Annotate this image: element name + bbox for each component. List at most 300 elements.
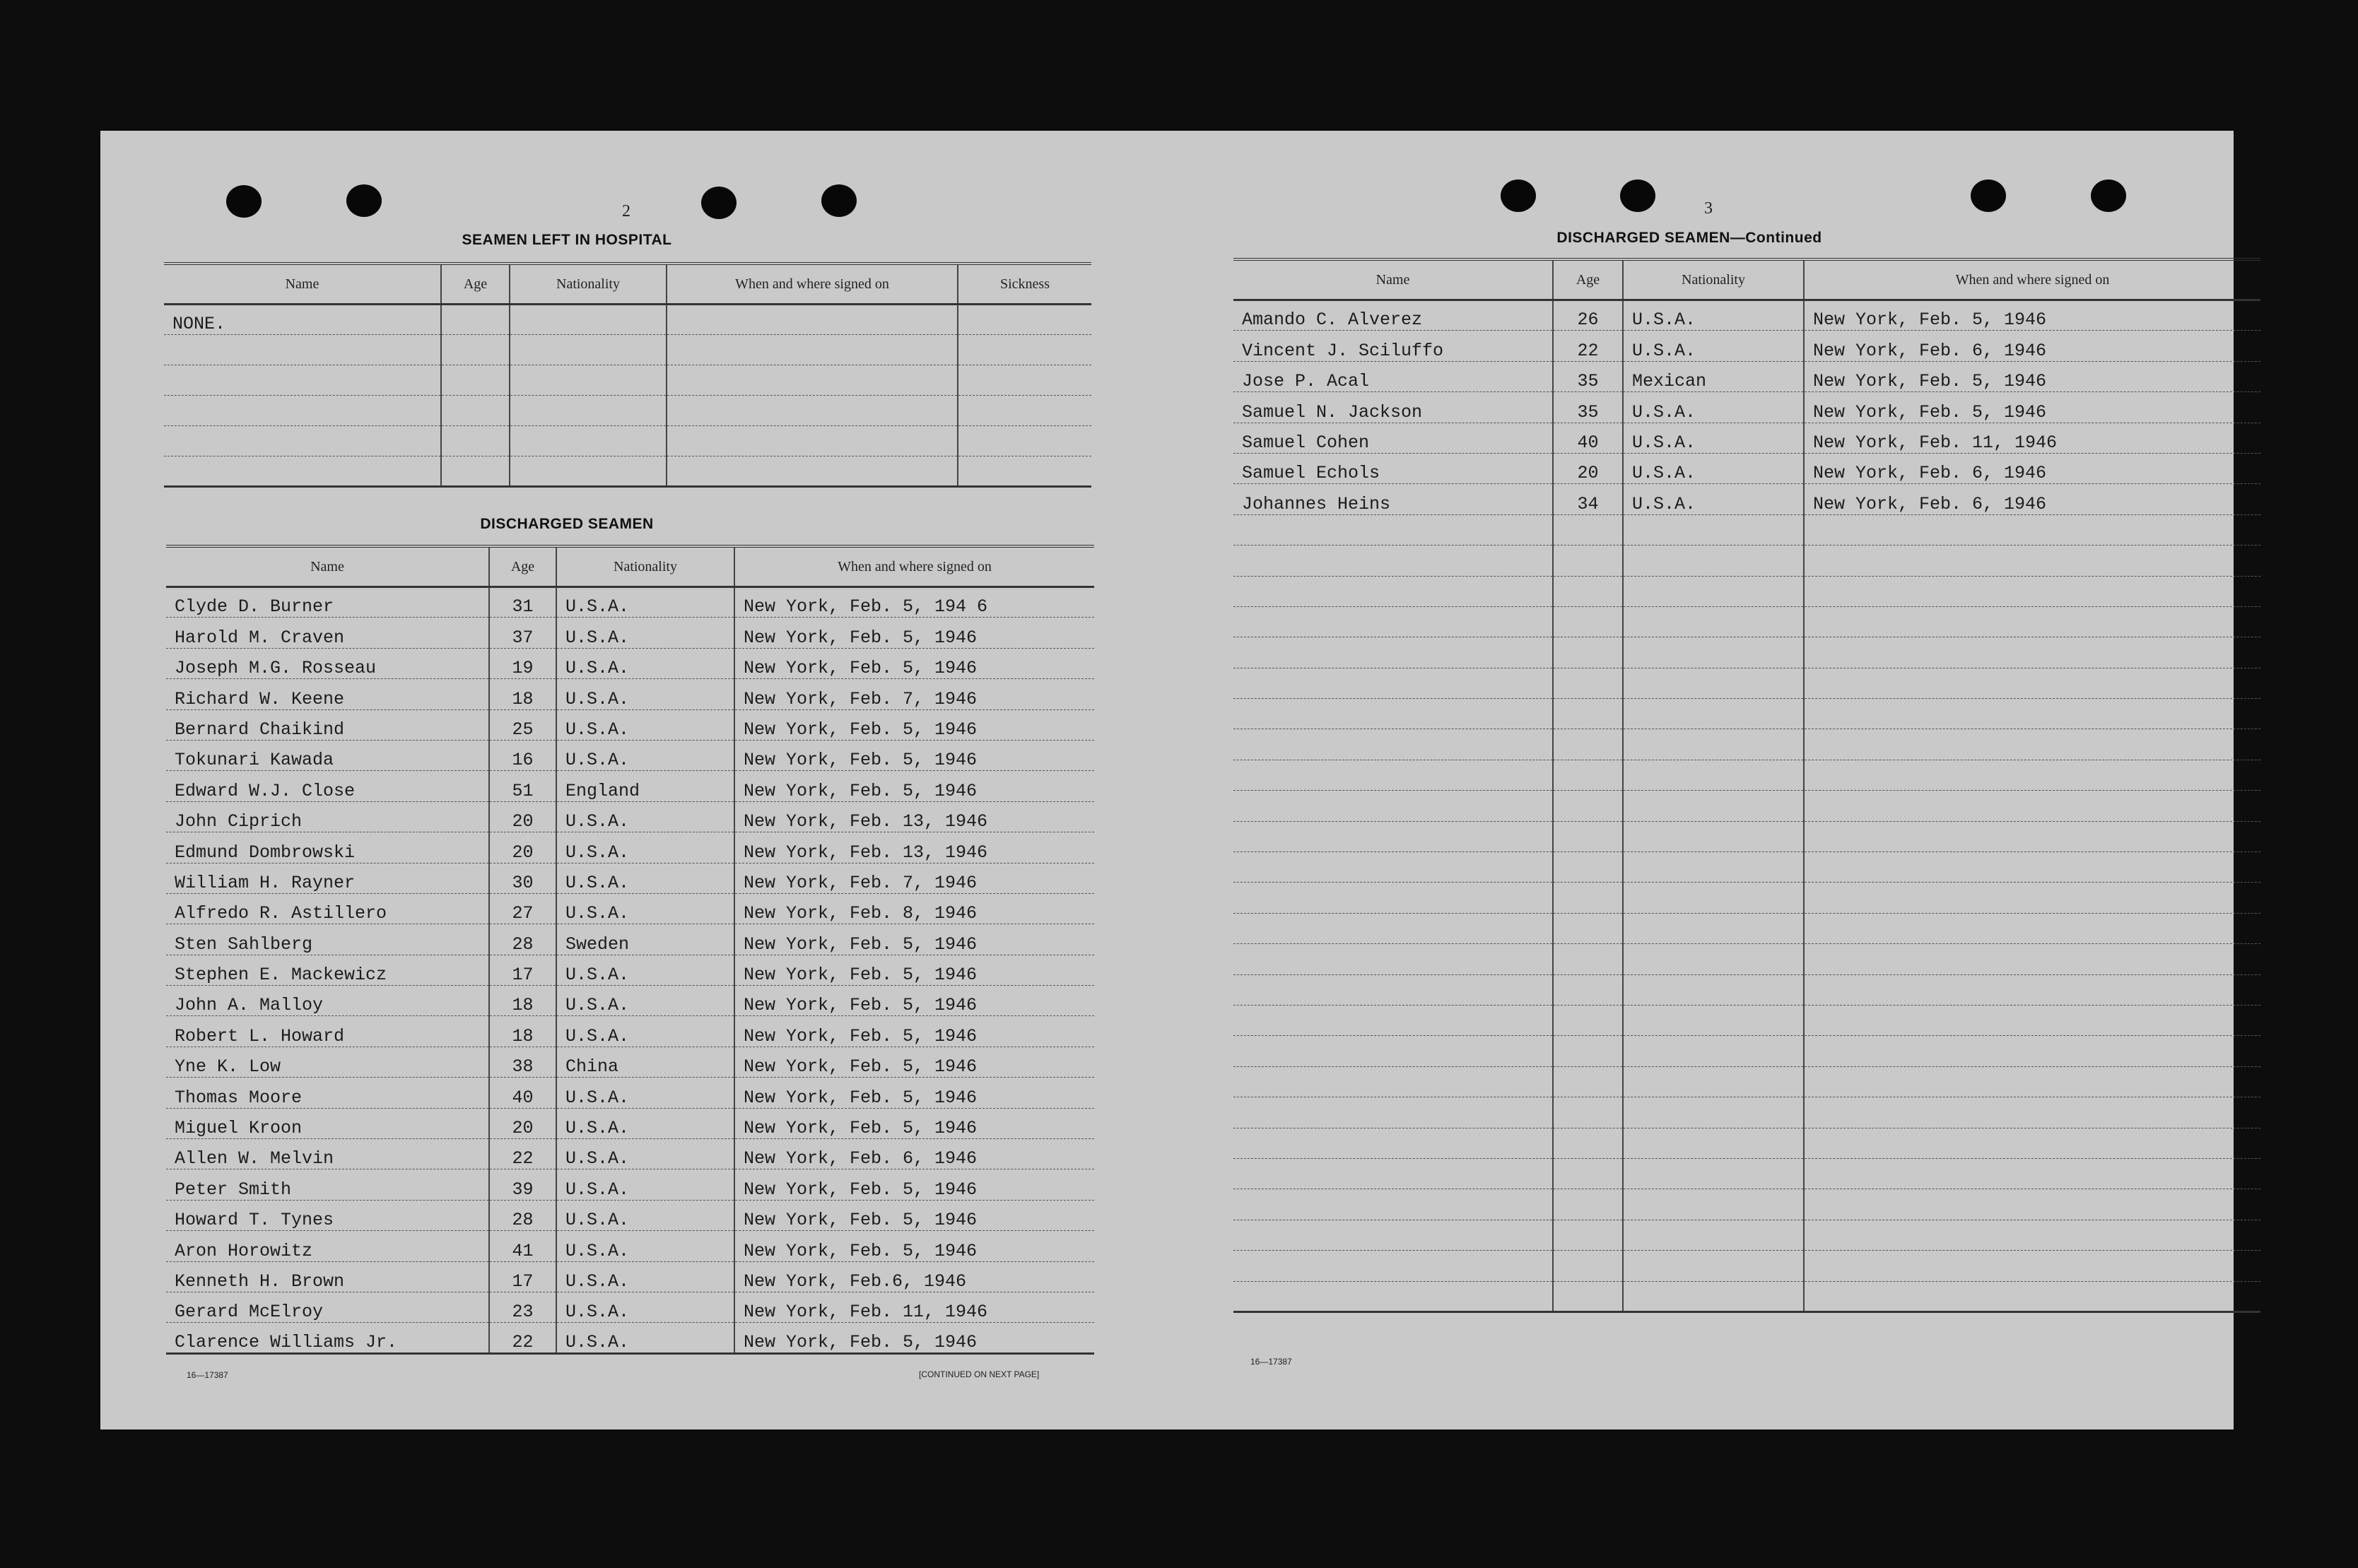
blank-cell bbox=[1233, 1036, 1553, 1066]
signed-on-cell: New York, Feb. 6, 1946 bbox=[1804, 453, 2260, 483]
name-cell: Gerard McElroy bbox=[166, 1292, 489, 1322]
blank-cell bbox=[1233, 699, 1553, 729]
blank-cell bbox=[1233, 883, 1553, 913]
age-cell: 18 bbox=[489, 1016, 556, 1047]
sickness-cell bbox=[958, 365, 1091, 396]
blank-cell bbox=[1553, 637, 1623, 668]
age-cell: 17 bbox=[489, 955, 556, 985]
blank-cell bbox=[1233, 1128, 1553, 1158]
table-row bbox=[166, 1292, 1094, 1322]
age-cell bbox=[441, 305, 510, 335]
signed-on-cell: New York, Feb. 5, 1946 bbox=[734, 618, 1094, 648]
signed-on-cell: New York, Feb. 5, 1946 bbox=[734, 1231, 1094, 1261]
nationality-cell: U.S.A. bbox=[1623, 423, 1804, 453]
nationality-cell: U.S.A. bbox=[1623, 331, 1804, 361]
blank-cell bbox=[1553, 546, 1623, 576]
blank-cell bbox=[1804, 637, 2260, 668]
table-row bbox=[166, 709, 1094, 740]
blank-cell bbox=[1804, 1281, 2260, 1311]
name-cell: Harold M. Craven bbox=[166, 618, 489, 648]
signed-on-cell: New York, Feb. 5, 1946 bbox=[734, 1047, 1094, 1077]
age-cell: 20 bbox=[489, 832, 556, 863]
blank-cell bbox=[1553, 913, 1623, 943]
name-cell: Jose P. Acal bbox=[1233, 361, 1553, 391]
sickness-cell bbox=[958, 335, 1091, 365]
name-cell: Samuel N. Jackson bbox=[1233, 392, 1553, 423]
blank-cell bbox=[1623, 852, 1804, 883]
age-cell: 26 bbox=[1553, 300, 1623, 331]
blank-cell bbox=[1623, 760, 1804, 790]
nationality-cell: England bbox=[556, 771, 734, 801]
nationality-cell: U.S.A. bbox=[556, 648, 734, 678]
age-cell bbox=[441, 426, 510, 456]
blank-cell bbox=[1553, 1189, 1623, 1220]
name-cell: Edmund Dombrowski bbox=[166, 832, 489, 863]
table-row bbox=[1233, 821, 2260, 851]
form-number: 16—17387 bbox=[187, 1370, 228, 1380]
nationality-cell: U.S.A. bbox=[1623, 484, 1804, 514]
blank-cell bbox=[1553, 1128, 1623, 1158]
table-row bbox=[1233, 852, 2260, 883]
signed-on-cell bbox=[667, 456, 958, 487]
name-cell: Clyde D. Burner bbox=[166, 587, 489, 618]
blank-cell bbox=[1804, 1158, 2260, 1189]
blank-cell bbox=[1233, 1158, 1553, 1189]
table-row bbox=[1233, 484, 2260, 514]
blank-cell bbox=[1233, 1097, 1553, 1128]
discharged-continued-title: DISCHARGED SEAMEN—Continued bbox=[1556, 230, 1822, 246]
nationality-cell: U.S.A. bbox=[556, 1231, 734, 1261]
blank-cell bbox=[1233, 1251, 1553, 1281]
column-header: When and where signed on bbox=[734, 546, 1094, 587]
age-cell: 19 bbox=[489, 648, 556, 678]
column-header: Name bbox=[1233, 259, 1553, 300]
age-cell bbox=[441, 365, 510, 396]
table-row bbox=[166, 801, 1094, 832]
name-cell: John Ciprich bbox=[166, 801, 489, 832]
table-row bbox=[164, 305, 1091, 335]
signed-on-cell: New York, Feb. 13, 1946 bbox=[734, 832, 1094, 863]
punch-hole bbox=[1971, 179, 2006, 212]
table-row bbox=[164, 456, 1091, 487]
table-row bbox=[1233, 791, 2260, 821]
signed-on-cell: New York, Feb. 5, 1946 bbox=[734, 648, 1094, 678]
discharged-title: DISCHARGED SEAMEN bbox=[480, 516, 654, 532]
signed-on-cell bbox=[667, 426, 958, 456]
blank-cell bbox=[1804, 606, 2260, 637]
nationality-cell: U.S.A. bbox=[556, 893, 734, 924]
table-row bbox=[166, 679, 1094, 709]
signed-on-cell: New York, Feb. 5, 1946 bbox=[734, 1200, 1094, 1230]
blank-cell bbox=[1623, 883, 1804, 913]
name-cell: Allen W. Melvin bbox=[166, 1139, 489, 1169]
blank-cell bbox=[1623, 1220, 1804, 1250]
column-header: When and where signed on bbox=[667, 264, 958, 305]
hospital-table bbox=[164, 262, 1091, 488]
nationality-cell: U.S.A. bbox=[556, 709, 734, 740]
table-row bbox=[1233, 1189, 2260, 1220]
blank-cell bbox=[1623, 1036, 1804, 1066]
signed-on-cell: New York, Feb. 7, 1946 bbox=[734, 679, 1094, 709]
table-row bbox=[1233, 974, 2260, 1005]
blank-cell bbox=[1623, 1005, 1804, 1035]
continued-note: [CONTINUED ON NEXT PAGE] bbox=[919, 1369, 1040, 1379]
age-cell: 17 bbox=[489, 1261, 556, 1292]
age-cell: 40 bbox=[489, 1078, 556, 1108]
table-row bbox=[166, 1016, 1094, 1047]
blank-cell bbox=[1623, 944, 1804, 974]
blank-cell bbox=[1804, 1189, 2260, 1220]
blank-cell bbox=[1553, 1251, 1623, 1281]
blank-cell bbox=[1623, 546, 1804, 576]
age-cell: 25 bbox=[489, 709, 556, 740]
signed-on-cell: New York, Feb. 6, 1946 bbox=[1804, 484, 2260, 514]
blank-cell bbox=[1553, 1158, 1623, 1189]
nationality-cell: U.S.A. bbox=[556, 1200, 734, 1230]
signed-on-cell: New York, Feb. 5, 1946 bbox=[734, 740, 1094, 770]
punch-hole bbox=[701, 187, 737, 219]
table-row bbox=[1233, 883, 2260, 913]
name-cell: Amando C. Alverez bbox=[1233, 300, 1553, 331]
blank-cell bbox=[1804, 913, 2260, 943]
name-cell: Thomas Moore bbox=[166, 1078, 489, 1108]
table-row bbox=[1233, 331, 2260, 361]
table-row bbox=[166, 924, 1094, 955]
punch-hole bbox=[346, 184, 382, 217]
signed-on-cell: New York, Feb. 8, 1946 bbox=[734, 893, 1094, 924]
table-row bbox=[166, 986, 1094, 1016]
nationality-cell: U.S.A. bbox=[556, 1108, 734, 1138]
blank-cell bbox=[1553, 852, 1623, 883]
blank-cell bbox=[1623, 1128, 1804, 1158]
table-row bbox=[166, 1169, 1094, 1200]
nationality-cell bbox=[510, 365, 667, 396]
blank-cell bbox=[1804, 1036, 2260, 1066]
name-cell: Samuel Cohen bbox=[1233, 423, 1553, 453]
table-row bbox=[1233, 423, 2260, 453]
signed-on-cell: New York, Feb. 5, 1946 bbox=[734, 986, 1094, 1016]
signed-on-cell: New York, Feb. 5, 1946 bbox=[1804, 300, 2260, 331]
column-header: Name bbox=[164, 264, 441, 305]
name-cell: Bernard Chaikind bbox=[166, 709, 489, 740]
blank-cell bbox=[1553, 1281, 1623, 1311]
blank-cell bbox=[1804, 576, 2260, 606]
nationality-cell bbox=[510, 335, 667, 365]
table-row bbox=[166, 648, 1094, 678]
table-row bbox=[166, 1323, 1094, 1353]
blank-cell bbox=[1623, 668, 1804, 698]
nationality-cell: U.S.A. bbox=[1623, 453, 1804, 483]
table-row bbox=[1233, 606, 2260, 637]
table-row bbox=[166, 955, 1094, 985]
blank-cell bbox=[1623, 791, 1804, 821]
table-row bbox=[166, 832, 1094, 863]
blank-cell bbox=[1553, 1097, 1623, 1128]
blank-cell bbox=[1623, 913, 1804, 943]
age-cell: 20 bbox=[1553, 453, 1623, 483]
blank-cell bbox=[1623, 1189, 1804, 1220]
blank-cell bbox=[1233, 821, 1553, 851]
blank-cell bbox=[1233, 576, 1553, 606]
table-row bbox=[1233, 546, 2260, 576]
blank-cell bbox=[1233, 1220, 1553, 1250]
blank-cell bbox=[1804, 944, 2260, 974]
signed-on-cell: New York, Feb. 11, 1946 bbox=[734, 1292, 1094, 1322]
blank-cell bbox=[1623, 974, 1804, 1005]
name-cell: Sten Sahlberg bbox=[166, 924, 489, 955]
nationality-cell: U.S.A. bbox=[556, 955, 734, 985]
punch-hole bbox=[821, 184, 857, 217]
nationality-cell bbox=[510, 396, 667, 426]
table-row bbox=[1233, 1220, 2260, 1250]
signed-on-cell bbox=[667, 396, 958, 426]
blank-cell bbox=[1804, 546, 2260, 576]
age-cell: 22 bbox=[489, 1139, 556, 1169]
nationality-cell: Sweden bbox=[556, 924, 734, 955]
table-row bbox=[166, 587, 1094, 618]
blank-cell bbox=[1553, 883, 1623, 913]
name-cell: Stephen E. Mackewicz bbox=[166, 955, 489, 985]
blank-cell bbox=[1233, 974, 1553, 1005]
table-row bbox=[166, 1231, 1094, 1261]
blank-cell bbox=[1233, 944, 1553, 974]
blank-cell bbox=[1553, 974, 1623, 1005]
age-cell: 30 bbox=[489, 863, 556, 893]
table-row bbox=[1233, 1097, 2260, 1128]
table-row bbox=[1233, 392, 2260, 423]
name-cell: William H. Rayner bbox=[166, 863, 489, 893]
blank-cell bbox=[1553, 821, 1623, 851]
name-cell bbox=[164, 396, 441, 426]
signed-on-cell: New York, Feb. 5, 1946 bbox=[734, 924, 1094, 955]
form-number: 16—17387 bbox=[1250, 1357, 1292, 1367]
age-cell: 20 bbox=[489, 1108, 556, 1138]
age-cell: 35 bbox=[1553, 361, 1623, 391]
table-row bbox=[166, 618, 1094, 648]
column-header: Nationality bbox=[1623, 259, 1804, 300]
signed-on-cell: New York, Feb. 5, 1946 bbox=[734, 955, 1094, 985]
nationality-cell: U.S.A. bbox=[556, 1323, 734, 1353]
table-row bbox=[1233, 1281, 2260, 1311]
blank-cell bbox=[1233, 637, 1553, 668]
nationality-cell: U.S.A. bbox=[556, 832, 734, 863]
blank-cell bbox=[1804, 791, 2260, 821]
name-cell bbox=[164, 456, 441, 487]
column-header: Age bbox=[1553, 259, 1623, 300]
blank-cell bbox=[1804, 699, 2260, 729]
blank-cell bbox=[1553, 699, 1623, 729]
blank-cell bbox=[1553, 1036, 1623, 1066]
table-row bbox=[1233, 576, 2260, 606]
age-cell bbox=[441, 396, 510, 426]
punch-hole bbox=[2091, 179, 2126, 212]
signed-on-cell: New York, Feb. 6, 1946 bbox=[734, 1139, 1094, 1169]
page-number: 2 bbox=[622, 202, 630, 220]
table-row bbox=[166, 1200, 1094, 1230]
blank-cell bbox=[1804, 760, 2260, 790]
name-cell: Tokunari Kawada bbox=[166, 740, 489, 770]
signed-on-cell: New York, Feb. 5, 1946 bbox=[734, 1108, 1094, 1138]
discharged-table bbox=[166, 545, 1094, 1355]
blank-cell bbox=[1804, 514, 2260, 545]
blank-cell bbox=[1623, 576, 1804, 606]
name-cell: Joseph M.G. Rosseau bbox=[166, 648, 489, 678]
nationality-cell: U.S.A. bbox=[556, 1169, 734, 1200]
sickness-cell bbox=[958, 456, 1091, 487]
hospital-title: SEAMEN LEFT IN HOSPITAL bbox=[462, 232, 672, 248]
table-row bbox=[1233, 1158, 2260, 1189]
table-row bbox=[164, 335, 1091, 365]
nationality-cell: U.S.A. bbox=[556, 1292, 734, 1322]
blank-cell bbox=[1804, 1251, 2260, 1281]
signed-on-cell: New York, Feb. 5, 1946 bbox=[1804, 361, 2260, 391]
blank-cell bbox=[1233, 1281, 1553, 1311]
name-cell: Vincent J. Sciluffo bbox=[1233, 331, 1553, 361]
blank-cell bbox=[1553, 668, 1623, 698]
nationality-cell: U.S.A. bbox=[1623, 392, 1804, 423]
blank-cell bbox=[1553, 944, 1623, 974]
blank-cell bbox=[1804, 1097, 2260, 1128]
blank-cell bbox=[1233, 1005, 1553, 1035]
blank-cell bbox=[1804, 729, 2260, 760]
age-cell: 28 bbox=[489, 1200, 556, 1230]
blank-cell bbox=[1553, 576, 1623, 606]
signed-on-cell: New York, Feb. 5, 1946 bbox=[734, 1323, 1094, 1353]
age-cell: 38 bbox=[489, 1047, 556, 1077]
table-row bbox=[1233, 1128, 2260, 1158]
table-row bbox=[1233, 760, 2260, 790]
table-row bbox=[166, 1261, 1094, 1292]
table-row bbox=[1233, 300, 2260, 331]
table-row bbox=[166, 771, 1094, 801]
age-cell: 23 bbox=[489, 1292, 556, 1322]
signed-on-cell: New York, Feb. 6, 1946 bbox=[1804, 331, 2260, 361]
blank-cell bbox=[1553, 760, 1623, 790]
nationality-cell: U.S.A. bbox=[556, 863, 734, 893]
blank-cell bbox=[1233, 606, 1553, 637]
age-cell: 22 bbox=[1553, 331, 1623, 361]
age-cell: 51 bbox=[489, 771, 556, 801]
signed-on-cell: New York, Feb. 5, 1946 bbox=[1804, 392, 2260, 423]
table-row bbox=[166, 740, 1094, 770]
table-row bbox=[1233, 729, 2260, 760]
sickness-cell bbox=[958, 396, 1091, 426]
sickness-cell bbox=[958, 426, 1091, 456]
age-cell: 22 bbox=[489, 1323, 556, 1353]
name-cell: John A. Malloy bbox=[166, 986, 489, 1016]
blank-cell bbox=[1233, 760, 1553, 790]
nationality-cell bbox=[510, 426, 667, 456]
blank-cell bbox=[1233, 1189, 1553, 1220]
blank-cell bbox=[1553, 1005, 1623, 1035]
nationality-cell: U.S.A. bbox=[556, 740, 734, 770]
table-row bbox=[166, 1139, 1094, 1169]
blank-cell bbox=[1553, 791, 1623, 821]
nationality-cell: U.S.A. bbox=[556, 986, 734, 1016]
name-cell: Aron Horowitz bbox=[166, 1231, 489, 1261]
signed-on-cell: New York, Feb. 5, 194 6 bbox=[734, 587, 1094, 618]
nationality-cell: U.S.A. bbox=[556, 587, 734, 618]
blank-cell bbox=[1623, 1097, 1804, 1128]
blank-cell bbox=[1804, 1066, 2260, 1097]
signed-on-cell: New York, Feb. 5, 1946 bbox=[734, 1016, 1094, 1047]
column-header: Nationality bbox=[510, 264, 667, 305]
name-cell: Peter Smith bbox=[166, 1169, 489, 1200]
document-sheet bbox=[100, 131, 2234, 1430]
blank-cell bbox=[1623, 1066, 1804, 1097]
blank-cell bbox=[1233, 514, 1553, 545]
name-cell: Johannes Heins bbox=[1233, 484, 1553, 514]
punch-hole bbox=[1501, 179, 1536, 212]
table-row bbox=[1233, 1251, 2260, 1281]
page-number: 3 bbox=[1704, 199, 1713, 218]
blank-cell bbox=[1233, 668, 1553, 698]
blank-cell bbox=[1553, 514, 1623, 545]
table-row bbox=[1233, 1066, 2260, 1097]
table-row bbox=[1233, 514, 2260, 545]
table-row bbox=[1233, 1005, 2260, 1035]
signed-on-cell: New York, Feb. 7, 1946 bbox=[734, 863, 1094, 893]
nationality-cell: U.S.A. bbox=[556, 679, 734, 709]
nationality-cell: U.S.A. bbox=[556, 618, 734, 648]
age-cell: 39 bbox=[489, 1169, 556, 1200]
age-cell: 18 bbox=[489, 679, 556, 709]
blank-cell bbox=[1804, 668, 2260, 698]
table-row bbox=[164, 365, 1091, 396]
column-header: When and where signed on bbox=[1804, 259, 2260, 300]
blank-cell bbox=[1623, 606, 1804, 637]
name-cell bbox=[164, 335, 441, 365]
signed-on-cell bbox=[667, 365, 958, 396]
discharged-continued-table bbox=[1233, 258, 2260, 1313]
blank-cell bbox=[1553, 1220, 1623, 1250]
nationality-cell bbox=[510, 305, 667, 335]
name-cell bbox=[164, 365, 441, 396]
age-cell: 27 bbox=[489, 893, 556, 924]
blank-cell bbox=[1804, 883, 2260, 913]
name-cell: Edward W.J. Close bbox=[166, 771, 489, 801]
nationality-cell: China bbox=[556, 1047, 734, 1077]
name-cell: Robert L. Howard bbox=[166, 1016, 489, 1047]
blank-cell bbox=[1553, 729, 1623, 760]
blank-cell bbox=[1233, 791, 1553, 821]
blank-cell bbox=[1623, 514, 1804, 545]
signed-on-cell: New York, Feb. 5, 1946 bbox=[734, 709, 1094, 740]
name-cell: Richard W. Keene bbox=[166, 679, 489, 709]
age-cell bbox=[441, 456, 510, 487]
blank-cell bbox=[1804, 1128, 2260, 1158]
signed-on-cell bbox=[667, 335, 958, 365]
signed-on-cell: New York, Feb. 11, 1946 bbox=[1804, 423, 2260, 453]
age-cell: 18 bbox=[489, 986, 556, 1016]
name-cell: Samuel Echols bbox=[1233, 453, 1553, 483]
nationality-cell: U.S.A. bbox=[556, 1261, 734, 1292]
nationality-cell: U.S.A. bbox=[556, 1016, 734, 1047]
age-cell: 16 bbox=[489, 740, 556, 770]
name-cell: Miguel Kroon bbox=[166, 1108, 489, 1138]
name-cell: Clarence Williams Jr. bbox=[166, 1323, 489, 1353]
blank-cell bbox=[1804, 852, 2260, 883]
signed-on-cell: New York, Feb. 5, 1946 bbox=[734, 771, 1094, 801]
blank-cell bbox=[1553, 1066, 1623, 1097]
signed-on-cell bbox=[667, 305, 958, 335]
blank-cell bbox=[1804, 821, 2260, 851]
blank-cell bbox=[1233, 729, 1553, 760]
sickness-cell bbox=[958, 305, 1091, 335]
name-cell: Howard T. Tynes bbox=[166, 1200, 489, 1230]
table-row bbox=[1233, 668, 2260, 698]
age-cell: 34 bbox=[1553, 484, 1623, 514]
